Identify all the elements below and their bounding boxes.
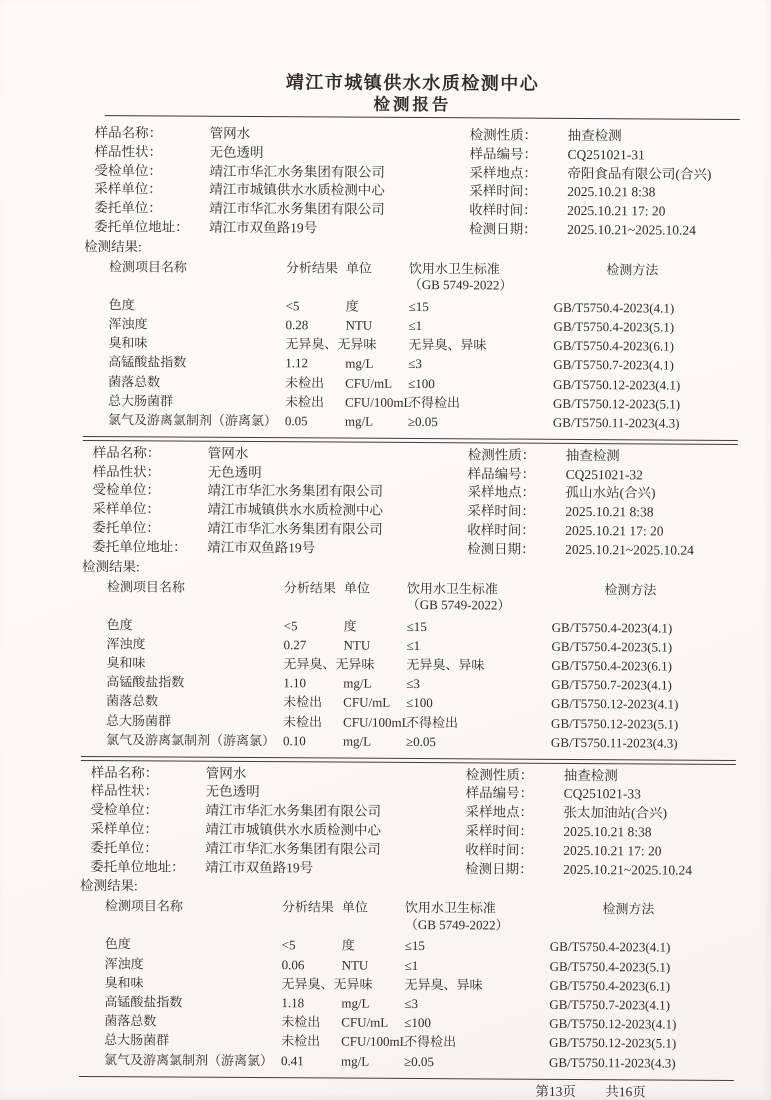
sampling-time-label: 采样时间： — [467, 503, 535, 519]
sample-no-label: 样品编号： — [469, 146, 538, 162]
table-header-row — [80, 898, 735, 935]
sampling-site-row — [467, 484, 737, 504]
cell-method: GB/T5750.11-2023(4.3) — [548, 1054, 676, 1071]
test-date-value: 2025.10.21~2025.10.24 — [565, 541, 694, 558]
cell-unit: 度 — [343, 618, 357, 634]
sample-name-label: 样品名称： — [94, 125, 163, 141]
receive-time-label: 收样时间： — [467, 522, 535, 538]
client-unit-row — [94, 199, 469, 220]
sample-no-label: 样品编号： — [467, 465, 536, 482]
test-nature-label: 检测性质： — [469, 127, 538, 143]
cell-standard: ≤100 — [404, 1015, 431, 1031]
cell-method: GB/T5750.4-2023(4.1) — [549, 939, 671, 955]
cell-unit: 度 — [341, 937, 355, 954]
col-result-header: 分析结果 — [281, 899, 335, 915]
results-table — [81, 579, 737, 753]
col-method-header: 检测方法 — [606, 261, 659, 278]
cell-method: GB/T5750.12-2023(5.1) — [549, 1035, 677, 1051]
cell-result: 0.27 — [283, 636, 307, 653]
sampling-site-label: 采样地点： — [469, 164, 537, 181]
cell-unit: CFU/100mL — [344, 394, 412, 410]
cell-item: 臭和味 — [106, 655, 146, 671]
client-address-row — [92, 538, 467, 559]
sample-state-row — [91, 782, 466, 803]
sample-info — [84, 124, 740, 241]
report-section — [79, 761, 736, 1081]
cell-unit: 度 — [345, 298, 359, 314]
cell-standard: ≤1 — [408, 317, 423, 334]
cell-result: 1.12 — [285, 355, 309, 371]
sampling-unit-row — [92, 500, 467, 521]
cell-standard: 不得检出 — [406, 714, 459, 730]
cell-method: GB/T5750.4-2023(6.1) — [549, 977, 671, 994]
cell-unit: CFU/100mL — [341, 1033, 408, 1050]
results-table — [83, 259, 739, 433]
cell-standard: ≥0.05 — [403, 1053, 434, 1069]
sample-name-row — [93, 444, 468, 465]
cell-standard: 无异臭、异味 — [408, 337, 487, 353]
cell-item: 浑浊度 — [106, 635, 146, 652]
client-address-value: 靖江市双鱼路19号 — [207, 539, 316, 556]
sampling-site-row — [465, 803, 735, 823]
cell-unit: mg/L — [343, 675, 372, 691]
cell-unit: mg/L — [340, 1053, 370, 1069]
sample-state-row — [93, 463, 468, 484]
cell-standard: ≤3 — [404, 995, 419, 1012]
sampling-site-label: 采样地点： — [467, 484, 536, 501]
sampling-site-value: 孤山水站(合兴) — [565, 485, 656, 501]
cell-unit: NTU — [345, 317, 373, 333]
receive-time-row — [465, 841, 735, 861]
standard-header-line2: （GB 5749-2022） — [406, 597, 511, 613]
inspected-unit-value: 靖江市华汇水务集团有限公司 — [205, 802, 382, 819]
test-date-row — [465, 860, 735, 880]
report-section — [81, 441, 738, 765]
cell-unit: mg/L — [344, 413, 374, 429]
receive-time-label: 收样时间： — [465, 842, 533, 858]
cell-standard: ≤100 — [408, 375, 435, 391]
test-nature-value: 抽查检测 — [567, 127, 622, 144]
client-address-row — [90, 858, 465, 879]
receive-time-row — [467, 521, 737, 541]
cell-item: 总大肠菌群 — [104, 1032, 170, 1048]
cell-standard: ≤15 — [408, 298, 429, 314]
cell-unit: NTU — [343, 637, 371, 653]
standard-header-line2: （GB 5749-2022） — [408, 277, 513, 293]
col-standard-header — [409, 261, 554, 295]
cell-standard: ≤3 — [408, 356, 422, 372]
cell-result: 无异臭、无异味 — [285, 336, 377, 352]
cell-item: 总大肠菌群 — [107, 392, 174, 409]
cell-result: 0.05 — [284, 413, 308, 429]
results-label: 检测结果: — [80, 878, 138, 894]
cell-unit — [345, 335, 408, 355]
cell-standard: 无异臭、异味 — [406, 656, 485, 673]
cell-method: GB/T5750.4-2023(4.1) — [553, 299, 675, 316]
cell-item: 浑浊度 — [104, 955, 144, 971]
test-date-label: 检测日期： — [469, 221, 537, 237]
cell-result: 未检出 — [281, 1033, 321, 1049]
cell-item: 色度 — [106, 616, 133, 632]
cell-standard: ≤3 — [406, 676, 421, 692]
client-address-value: 靖江市双鱼路19号 — [205, 859, 314, 875]
test-nature-label: 检测性质： — [465, 766, 534, 783]
cell-item: 高锰酸盐指数 — [104, 994, 183, 1010]
cell-item: 氯气及游离氯制剂（游离氯） — [103, 1051, 274, 1068]
standard-header-line1: 饮用水卫生标准 — [406, 580, 498, 597]
cell-standard: ≤15 — [404, 938, 425, 954]
sample-info — [80, 764, 736, 881]
cell-method: GB/T5750.12-2023(5.1) — [552, 395, 681, 412]
sample-state-value: 无色透明 — [205, 784, 260, 800]
sampling-site-label: 采样地点： — [465, 804, 534, 820]
cell-item: 氯气及游离氯制剂（游离氯） — [107, 412, 277, 429]
cell-standard: ≤1 — [406, 637, 421, 653]
cell-method: GB/T5750.11-2023(4.3) — [550, 734, 678, 751]
sample-name-label: 样品名称： — [90, 764, 159, 781]
cell-unit: mg/L — [345, 355, 374, 372]
test-date-row — [467, 540, 737, 560]
sample-info-left — [80, 764, 466, 879]
col-item-header: 检测项目名称 — [106, 578, 185, 595]
test-nature-value: 抽查检测 — [565, 447, 620, 464]
inspected-unit-label: 受检单位： — [92, 482, 161, 498]
standard-header-line2: （GB 5749-2022） — [404, 916, 509, 933]
cell-result: 1.10 — [283, 675, 307, 691]
results-label: 检测结果: — [81, 558, 140, 574]
inspected-unit-label: 受检单位： — [90, 802, 159, 818]
receive-time-value: 2025.10.21 17: 20 — [565, 522, 664, 539]
cell-result: 未检出 — [283, 694, 323, 710]
sampling-time-value: 2025.10.21 8:38 — [567, 184, 656, 200]
sample-no-row — [468, 465, 738, 485]
inspected-unit-row — [90, 801, 465, 822]
cell-unit — [341, 974, 404, 994]
cell-method: GB/T5750.4-2023(4.1) — [551, 619, 673, 636]
cell-unit — [343, 655, 406, 675]
cell-method: GB/T5750.12-2023(4.1) — [551, 696, 679, 712]
cell-unit: CFU/mL — [341, 1014, 389, 1031]
test-date-value: 2025.10.21~2025.10.24 — [563, 861, 693, 878]
col-unit-header: 单位 — [341, 899, 369, 916]
client-unit-value: 靖江市华汇水务集团有限公司 — [207, 520, 383, 537]
col-result-header: 分析结果 — [285, 259, 338, 276]
client-unit-value: 靖江市华汇水务集团有限公司 — [209, 200, 385, 217]
client-unit-label: 委托单位： — [90, 839, 158, 856]
cell-method: GB/T5750.7-2023(4.1) — [551, 677, 672, 693]
cell-method: GB/T5750.11-2023(4.3) — [552, 414, 680, 431]
table-row — [83, 410, 738, 433]
cell-item: 菌落总数 — [108, 373, 161, 390]
table-row — [79, 1050, 734, 1073]
cell-item: 浑浊度 — [108, 316, 148, 332]
cell-item: 总大肠菌群 — [106, 712, 172, 729]
cell-item: 臭和味 — [108, 335, 148, 351]
cell-result: 未检出 — [283, 713, 323, 730]
receive-time-value: 2025.10.21 17: 20 — [563, 842, 662, 859]
cell-result: <5 — [283, 617, 298, 633]
col-standard-header — [405, 900, 550, 934]
sample-no-value: CQ251021-33 — [563, 786, 641, 802]
cell-result: 未检出 — [284, 393, 325, 410]
sampling-unit-row — [94, 180, 469, 201]
col-item-header: 检测项目名称 — [108, 258, 187, 275]
client-address-label: 委托单位地址： — [94, 219, 189, 235]
sampling-unit-label: 采样单位： — [90, 821, 158, 837]
inspected-unit-value: 靖江市华汇水务集团有限公司 — [209, 163, 385, 180]
document-header — [85, 70, 740, 117]
sample-info-left — [84, 124, 470, 239]
sampling-unit-value: 靖江市城镇供水水质检测中心 — [205, 821, 381, 838]
sample-info-left — [82, 444, 468, 559]
cell-result: 未检出 — [281, 1014, 321, 1030]
sampling-time-label: 采样时间： — [465, 823, 533, 839]
cell-unit: CFU/100mL — [343, 714, 410, 730]
table-header-row — [82, 579, 737, 616]
report-section — [83, 121, 740, 445]
sample-state-label: 样品性状： — [92, 463, 161, 480]
client-unit-value: 靖江市华汇水务集团有限公司 — [205, 840, 381, 857]
sample-info — [82, 444, 738, 561]
inspected-unit-row — [92, 481, 467, 502]
cell-standard: 不得检出 — [407, 394, 461, 411]
inspected-unit-label: 受检单位： — [94, 162, 162, 179]
cell-standard: ≤100 — [406, 695, 433, 711]
sampling-site-value: 张太加油站(合兴) — [563, 805, 668, 821]
sample-info-right — [467, 446, 738, 560]
inspected-unit-value: 靖江市华汇水务集团有限公司 — [207, 483, 384, 500]
sample-name-value: 管网水 — [207, 445, 249, 461]
receive-time-value: 2025.10.21 17: 20 — [567, 203, 666, 219]
cell-result: 无异臭、无异味 — [281, 975, 373, 992]
cell-unit: mg/L — [341, 995, 370, 1011]
cell-unit: mg/L — [342, 733, 372, 749]
cell-unit: CFU/mL — [345, 375, 393, 391]
cell-method: GB/T5750.4-2023(6.1) — [551, 657, 673, 674]
cell-standard: ≥0.05 — [405, 733, 436, 749]
test-date-label: 检测日期： — [465, 860, 533, 877]
cell-item: 高锰酸盐指数 — [108, 354, 187, 370]
receive-time-label: 收样时间： — [469, 202, 537, 218]
col-unit-header: 单位 — [343, 580, 370, 596]
report-title: 检测报告 — [373, 94, 452, 115]
col-unit-header: 单位 — [345, 260, 372, 276]
sampling-unit-value: 靖江市城镇供水水质检测中心 — [207, 501, 383, 518]
page-footer — [79, 1079, 734, 1100]
sample-state-label: 样品性状： — [90, 783, 159, 799]
test-date-label: 检测日期： — [467, 541, 535, 557]
sample-state-value: 无色透明 — [209, 144, 264, 160]
results-label: 检测结果: — [83, 238, 142, 255]
sample-name-row — [95, 124, 470, 145]
cell-item: 色度 — [104, 936, 131, 952]
sampling-time-row — [467, 503, 737, 523]
cell-standard: ≥0.05 — [407, 413, 438, 430]
sample-no-row — [466, 785, 736, 805]
cell-standard: ≤1 — [404, 957, 419, 973]
sample-no-label: 样品编号： — [465, 785, 534, 802]
standard-header-line1: 饮用水卫生标准 — [404, 900, 497, 916]
cell-method: GB/T5750.4-2023(6.1) — [553, 338, 675, 354]
cell-item: 菌落总数 — [104, 1013, 157, 1029]
sample-info-right — [469, 126, 740, 240]
page-total: 共16页 — [605, 1083, 646, 1100]
table-header-row — [84, 259, 739, 296]
sampling-time-row — [465, 822, 735, 842]
cell-result: 0.28 — [285, 317, 309, 333]
sampling-time-label: 采样时间： — [469, 183, 537, 200]
cell-method: GB/T5750.4-2023(5.1) — [549, 958, 671, 975]
test-date-row — [469, 220, 739, 240]
cell-result: 0.06 — [281, 956, 305, 972]
cell-method: GB/T5750.7-2023(4.1) — [553, 357, 674, 373]
cell-result: <5 — [281, 937, 296, 953]
table-row — [81, 730, 736, 753]
col-method-header: 检测方法 — [602, 901, 655, 917]
cell-method: GB/T5750.7-2023(4.1) — [549, 996, 671, 1013]
cell-unit: CFU/mL — [343, 694, 391, 711]
cell-result: 0.41 — [280, 1052, 304, 1068]
cell-result: 1.18 — [281, 995, 305, 1011]
client-address-row — [94, 218, 469, 239]
cell-method: GB/T5750.4-2023(5.1) — [553, 318, 675, 335]
sampling-time-row — [469, 183, 739, 203]
sample-name-label: 样品名称： — [92, 444, 161, 461]
sampling-time-value: 2025.10.21 8:38 — [563, 823, 652, 840]
sampling-site-value: 帝阳食品有限公司(合兴) — [567, 165, 712, 182]
cell-item: 高锰酸盐指数 — [106, 674, 185, 690]
client-unit-label: 委托单位： — [92, 520, 160, 536]
test-nature-label: 检测性质： — [467, 447, 536, 463]
sampling-time-value: 2025.10.21 8:38 — [565, 504, 654, 520]
page-number: 第13页 — [535, 1083, 577, 1099]
report-sections — [79, 121, 740, 1081]
client-address-label: 委托单位地址： — [92, 538, 187, 555]
cell-standard: ≤15 — [406, 618, 427, 634]
cell-method: GB/T5750.12-2023(4.1) — [553, 376, 681, 393]
client-address-label: 委托单位地址： — [90, 858, 185, 875]
sample-name-value: 管网水 — [209, 125, 251, 141]
col-method-header: 检测方法 — [604, 581, 657, 598]
sample-info-right — [465, 766, 736, 880]
sample-state-value: 无色透明 — [207, 464, 262, 480]
sample-no-row — [469, 145, 739, 165]
cell-method: GB/T5750.4-2023(5.1) — [551, 638, 673, 655]
sample-no-value: CQ251021-31 — [567, 146, 645, 163]
cell-result: 未检出 — [285, 374, 325, 391]
sampling-unit-row — [90, 820, 465, 841]
client-unit-label: 委托单位： — [94, 200, 162, 216]
cell-item: 色度 — [108, 296, 135, 313]
cell-unit: NTU — [341, 957, 369, 973]
client-unit-row — [92, 519, 467, 540]
results-table — [79, 898, 735, 1072]
cell-result: <5 — [285, 297, 300, 314]
col-result-header: 分析结果 — [283, 579, 336, 596]
receive-time-row — [469, 202, 739, 222]
sampling-unit-label: 采样单位： — [94, 181, 162, 197]
col-item-header: 检测项目名称 — [104, 898, 184, 914]
client-unit-row — [90, 839, 465, 860]
test-nature-row — [468, 446, 738, 466]
cell-item: 氯气及游离氯制剂（游离氯） — [105, 731, 276, 748]
standard-header-line1: 饮用水卫生标准 — [408, 260, 500, 277]
sampling-unit-label: 采样单位： — [92, 501, 160, 517]
cell-item: 菌落总数 — [106, 693, 159, 709]
test-date-value: 2025.10.21~2025.10.24 — [567, 221, 696, 238]
sample-no-value: CQ251021-32 — [565, 466, 643, 482]
cell-result: 无异臭、无异味 — [283, 656, 375, 672]
sample-state-row — [95, 143, 470, 164]
cell-standard: 不得检出 — [404, 1034, 457, 1050]
cell-item: 臭和味 — [104, 974, 144, 991]
sample-state-label: 样品性状： — [94, 143, 163, 160]
test-nature-value: 抽查检测 — [563, 767, 618, 783]
cell-standard: 无异臭、异味 — [404, 976, 483, 993]
center-name: 靖江市城镇供水水质检测中心 — [285, 72, 540, 94]
sampling-unit-value: 靖江市城镇供水水质检测中心 — [209, 182, 385, 199]
cell-method: GB/T5750.12-2023(5.1) — [551, 715, 679, 732]
cell-method: GB/T5750.12-2023(4.1) — [549, 1016, 677, 1032]
col-standard-header — [407, 581, 552, 615]
client-address-value: 靖江市双鱼路19号 — [209, 219, 318, 236]
test-nature-row — [466, 766, 736, 786]
test-nature-row — [470, 126, 740, 146]
sample-name-value: 管网水 — [205, 765, 247, 781]
sample-name-row — [91, 764, 466, 785]
cell-result: 0.10 — [282, 732, 306, 749]
inspected-unit-row — [94, 162, 469, 183]
sampling-site-row — [469, 164, 739, 184]
